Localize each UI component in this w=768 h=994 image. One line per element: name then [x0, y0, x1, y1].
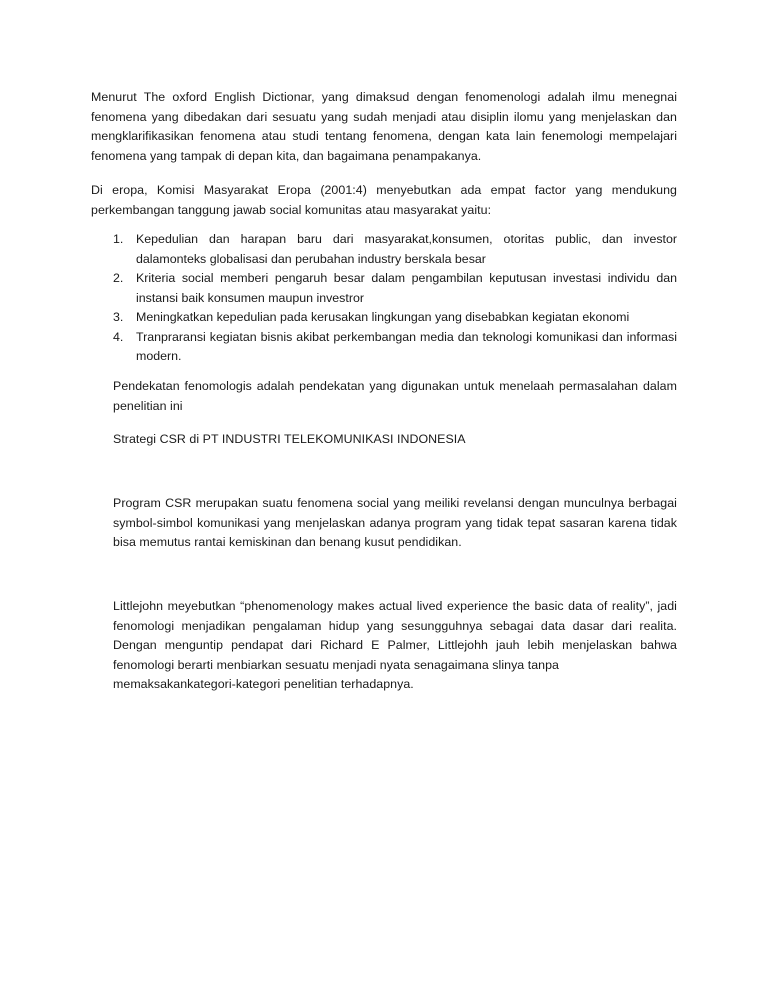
list-item-text: Tranpraransi kegiatan bisnis akibat perkembangan media dan teknologi komunikasi dan informasi modern.	[136, 329, 677, 363]
list-item-number: 3.	[113, 310, 124, 324]
factor-list	[91, 230, 677, 367]
list-item	[91, 308, 677, 328]
paragraph-littlejohn-main: Littlejohn meyebutkan “phenomenology makes actual lived experience the basic data of reality”, jadi fenomologi menjadikan pengalaman hidup yang sesungguhnya sebagai data dasar dari realita. Dengan menguntip pendapat dari Richard E Palmer, Littlejohh jauh lebih menjelaskan bahwa fenomologi berarti menbiarkan sesuatu menjadi nyata senagaimana slinya tanpa	[113, 599, 677, 672]
list-item	[91, 328, 677, 367]
paragraph-littlejohn-last-line: memaksakankategori-kategori penelitian terhadapnya.	[113, 677, 414, 691]
list-item-number: 4.	[113, 329, 124, 344]
list-item-text: Kriteria social memberi pengaruh besar dalam pengambilan keputusan investasi individu dan instansi baik konsumen maupun investror	[136, 271, 677, 305]
list-item-text: Kepedulian dan harapan baru dari masyarakat,konsumen, otoritas public, dan investor dalamonteks globalisasi dan perubahan industry berskala besar	[136, 232, 677, 266]
list-item-number: 2.	[113, 271, 124, 285]
paragraph-littlejohn	[113, 597, 677, 695]
list-item-text: Meningkatkan kepedulian pada kerusakan lingkungan yang disebabkan kegiatan ekonomi	[136, 310, 630, 324]
section-heading: Strategi CSR di PT INDUSTRI TELEKOMUNIKASI INDONESIA	[113, 432, 466, 446]
list-item	[91, 230, 677, 269]
list-item-number: 1.	[113, 232, 124, 246]
paragraph-csr-program: Program CSR merupakan suatu fenomena social yang meiliki revelansi dengan munculnya berbagai symbol-simbol komunikasi yang menjelaskan adanya program yang tidak tepat sasaran karena tidak bisa memutus rantai kemiskinan dan benang kusut pendidikan.	[113, 496, 677, 549]
paragraph-definition: Menurut The oxford English Dictionar, yang dimaksud dengan fenomenologi adalah ilmu menegnai fenomena yang dibedakan dari sesuatu yang sudah menjadi atau disiplin ilomu yang menjelaskan dan mengklarifikasikan fenomena atau studi tentang fenomena, dengan kata lain fenemologi mempelajari fenomena yang tampak di depan kita, dan bagaimana penampakanya.	[91, 90, 677, 163]
paragraph-approach: Pendekatan fenomologis adalah pendekatan yang digunakan untuk menelaah permasalahan dalam penelitian ini	[113, 379, 677, 413]
paragraph-europe-commission: Di eropa, Komisi Masyarakat Eropa (2001:4) menyebutkan ada empat factor yang mendukung perkembangan tanggung jawab social komunitas atau masyarakat yaitu:	[91, 183, 677, 217]
list-item	[91, 269, 677, 308]
